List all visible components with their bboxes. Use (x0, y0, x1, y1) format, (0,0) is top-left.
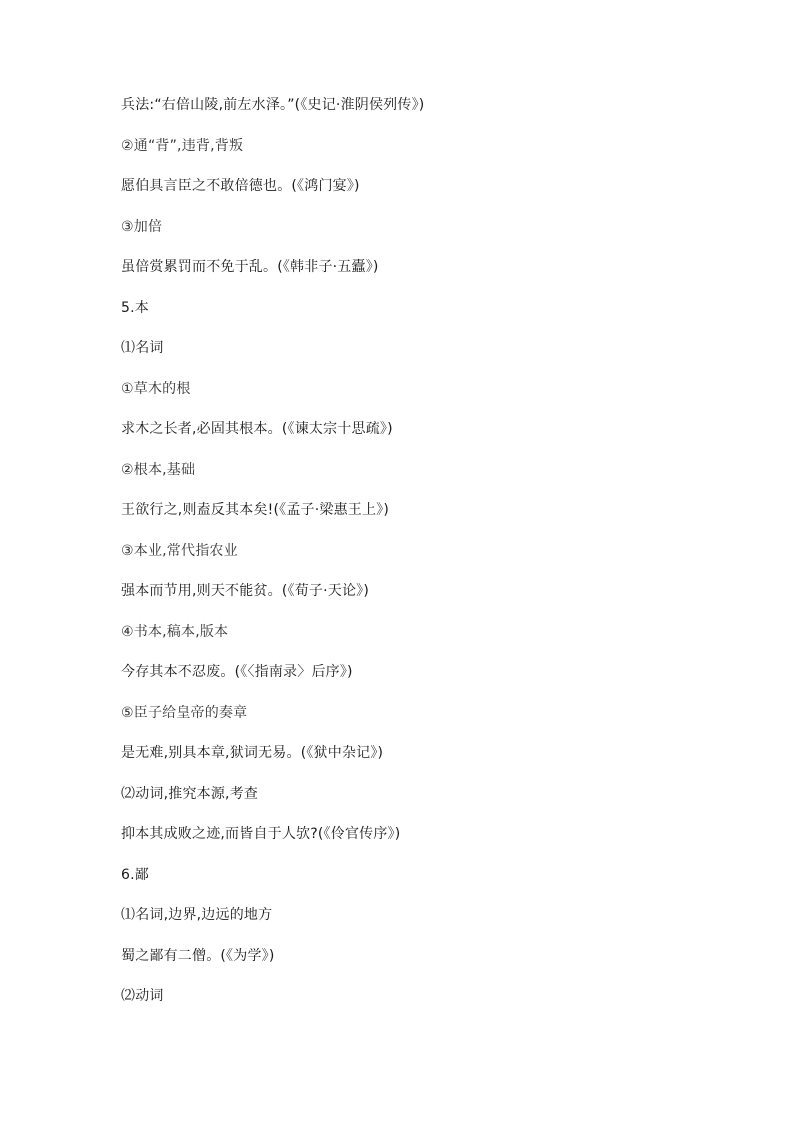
definition-line: ④书本,稿本,版本 (121, 624, 229, 640)
part-of-speech-line: ⑴名词,边界,边远的地方 (121, 907, 273, 923)
quote-line: 王欲行之,则盍反其本矣!(《孟子·梁惠王上》) (121, 502, 390, 518)
quote-line: 抑本其成败之迹,而皆自于人欤?(《伶官传序》) (121, 826, 401, 842)
quote-line: 是无难,别具本章,狱词无易。(《狱中杂记》) (121, 745, 384, 761)
quote-line: 求木之长者,必固其根本。(《谏太宗十思疏》) (121, 421, 393, 437)
quote-line: 蜀之鄙有二僧。(《为学》) (121, 948, 275, 964)
quote-line: 愿伯具言臣之不敢倍德也。(《鸿门宴》) (121, 178, 360, 194)
part-of-speech-line: ⑴名词 (121, 340, 164, 356)
quote-line: 虽倍赏累罚而不免于乱。(《韩非子·五蠹》) (121, 259, 379, 275)
part-of-speech-line: ⑵动词 (121, 988, 164, 1004)
quote-line: 兵法:“右倍山陵,前左水泽。”(《史记·淮阴侯列传》) (121, 97, 425, 113)
section-heading: 6.鄙 (121, 867, 149, 883)
definition-line: ③本业,常代指农业 (121, 543, 238, 559)
definition-line: ②通“背”,违背,背叛 (121, 138, 244, 154)
definition-line: ⑤臣子给皇帝的奏章 (121, 705, 248, 721)
quote-line: 强本而节用,则天不能贫。(《荀子·天论》) (121, 583, 370, 599)
definition-line: ③加倍 (121, 219, 163, 235)
quote-line: 今存其本不忍废。(《〈指南录〉后序》) (121, 664, 353, 680)
definition-line: ①草木的根 (121, 381, 191, 397)
definition-line: ②根本,基础 (121, 462, 196, 478)
section-heading: 5.本 (121, 300, 149, 316)
part-of-speech-line: ⑵动词,推究本源,考查 (121, 786, 259, 802)
